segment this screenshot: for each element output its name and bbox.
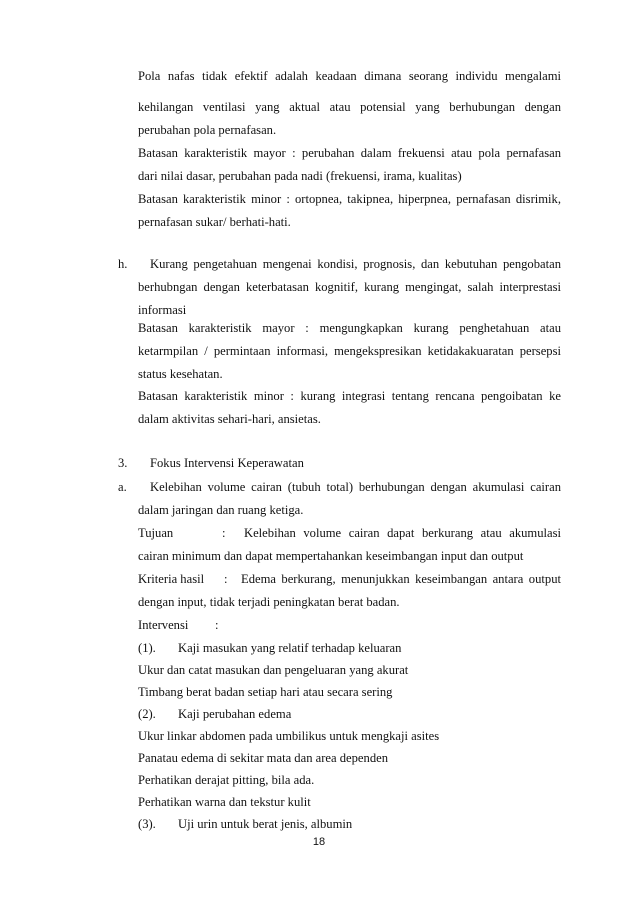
body-line: Kelebihan volume cairan (tubuh total) berhubungan dengan akumulasi cairan <box>150 480 561 494</box>
tujuan-text: Kelebihan volume cairan dapat berkurang atau akumulasi <box>244 526 561 540</box>
step-text: Ukur linkar abdomen pada umbilikus untuk mengkaji asites <box>138 729 440 743</box>
step-text: Perhatikan warna dan tekstur kulit <box>138 795 311 809</box>
intervensi-label: Intervensi <box>138 618 189 632</box>
body-line: kehilangan ventilasi yang aktual atau potensial yang berhubungan dengan <box>138 100 561 114</box>
body-line: berhubngan dengan keterbatasan kognitif, kurang mengingat, salah interprestasi <box>138 280 561 294</box>
step-text: Kaji masukan yang relatif terhadap keluaran <box>178 641 402 655</box>
section-title: Fokus Intervensi Keperawatan <box>150 456 304 470</box>
body-line: ketarmpilan / permintaan informasi, mengekspresikan ketidakakuaratan persepsi <box>138 344 561 358</box>
body-line: cairan minimum dan dapat mempertahankan keseimbangan input dan output <box>138 549 524 563</box>
kriteria-colon: : <box>224 572 228 586</box>
section-number: 3. <box>118 456 128 470</box>
step-text: Uji urin untuk berat jenis, albumin <box>178 817 353 831</box>
step-text: Perhatikan derajat pitting, bila ada. <box>138 773 315 787</box>
body-line: Batasan karakteristik minor : kurang integrasi tentang rencana pengoibatan ke <box>138 389 561 403</box>
body-line: dalam aktivitas sehari-hari, ansietas. <box>138 412 321 426</box>
list-marker-a: a. <box>118 480 127 494</box>
body-line: Batasan karakteristik mayor : perubahan dalam frekuensi atau pola pernafasan <box>138 146 561 160</box>
body-line: pernafasan sukar/ berhati-hati. <box>138 215 291 229</box>
step-text: Ukur dan catat masukan dan pengeluaran yang akurat <box>138 663 409 677</box>
step-text: Panatau edema di sekitar mata dan area dependen <box>138 751 389 765</box>
body-line: Kurang pengetahuan mengenai kondisi, prognosis, dan kebutuhan pengobatan <box>150 257 561 271</box>
tujuan-label: Tujuan <box>138 526 174 540</box>
body-line: informasi <box>138 303 187 317</box>
body-line: Batasan karakteristik minor : ortopnea, takipnea, hiperpnea, pernafasan disrimik, <box>138 192 561 206</box>
step-text: Timbang berat badan setiap hari atau secara sering <box>138 685 393 699</box>
kriteria-text: Edema berkurang, menunjukkan keseimbangan antara output <box>241 572 561 586</box>
body-line: dari nilai dasar, perubahan pada nadi (frekuensi, irama, kualitas) <box>138 169 462 183</box>
kriteria-label: Kriteria hasil <box>138 572 205 586</box>
step-text: Kaji perubahan edema <box>178 707 292 721</box>
body-line: Batasan karakteristik mayor : mengungkapkan kurang penghetahuan atau <box>138 321 561 335</box>
step-number: (2). <box>138 707 156 721</box>
page-number: 18 <box>312 836 326 848</box>
body-line: Pola nafas tidak efektif adalah keadaan dimana seorang individu mengalami <box>138 69 561 83</box>
body-line: perubahan pola pernafasan. <box>138 123 277 137</box>
list-marker-h: h. <box>118 257 128 271</box>
tujuan-colon: : <box>222 526 226 540</box>
body-line: status kesehatan. <box>138 367 223 381</box>
body-line: dengan input, tidak terjadi peningkatan berat badan. <box>138 595 400 609</box>
body-line: dalam jaringan dan ruang ketiga. <box>138 503 304 517</box>
step-number: (1). <box>138 641 156 655</box>
intervensi-colon: : <box>215 618 219 632</box>
step-number: (3). <box>138 817 156 831</box>
